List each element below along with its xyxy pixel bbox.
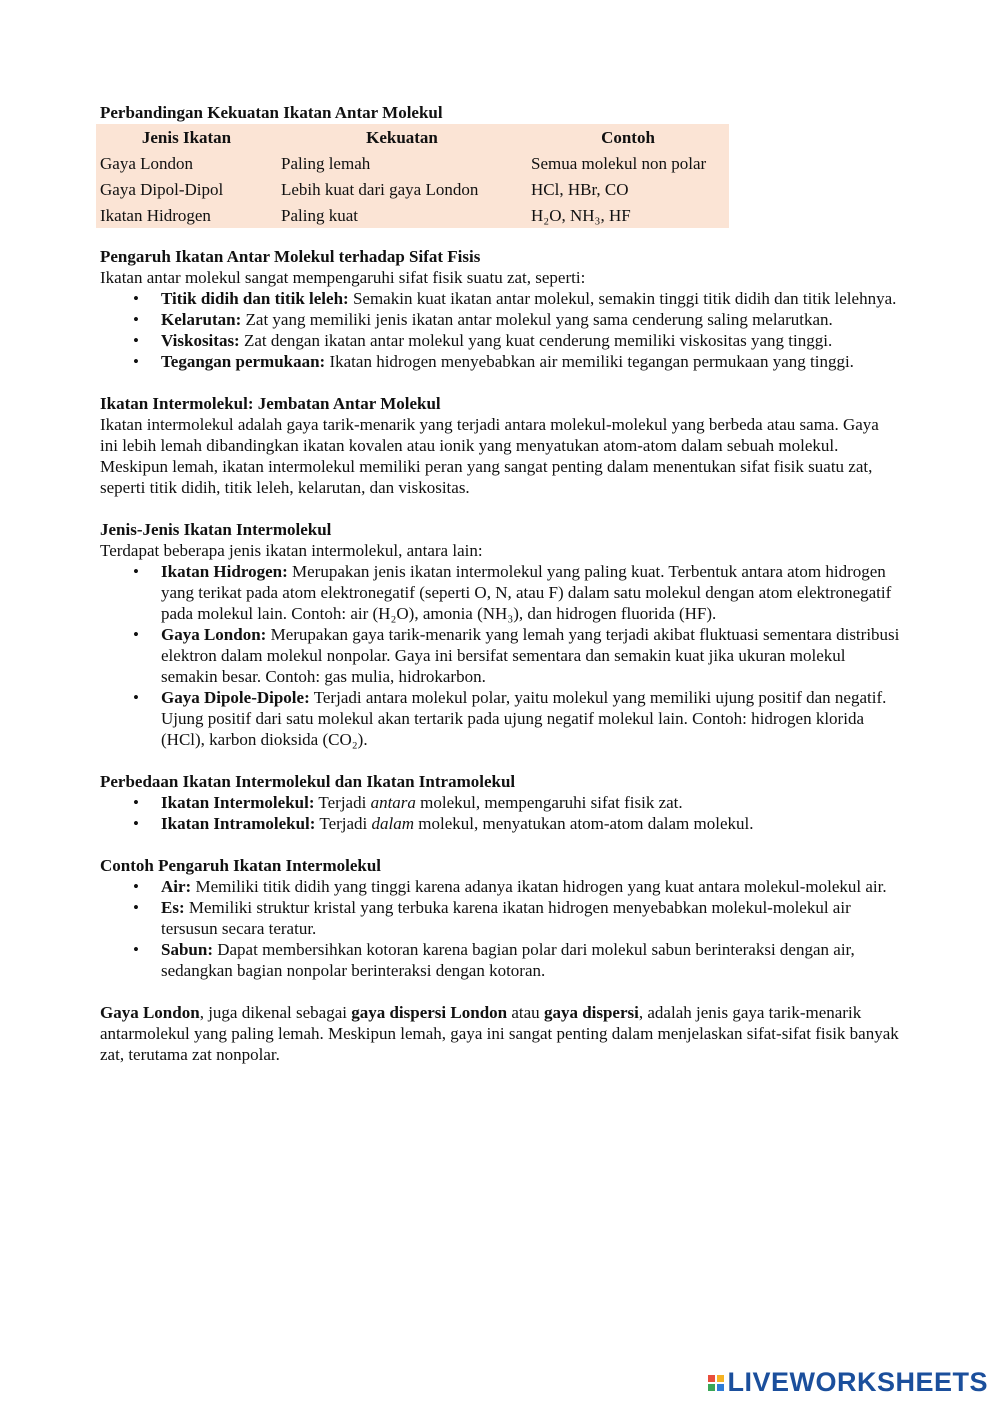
comparison-table [96, 124, 729, 228]
section-title: Contoh Pengaruh Ikatan Intermolekul [100, 856, 382, 875]
list-item: • Gaya London: Merupakan gaya tarik-menarik yang lemah yang terjadi akibat fluktuasi sementara distribusi elektron dalam molekul nonpolar. Gaya ini bersifat sementara dan semakin kuat jika ukuran molekul semakin besar. Contoh: gas mulia, hidrokarbon. [133, 625, 900, 686]
bullet-icon: • [133, 310, 139, 329]
table-cell: Gaya Dipol-Dipol [100, 179, 224, 199]
table-header-cell: Jenis Ikatan [141, 127, 232, 147]
table-cell: Ikatan Hidrogen [100, 205, 211, 225]
section-title: Perbedaan Ikatan Intermolekul dan Ikatan Intramolekul [100, 772, 516, 791]
bullet-icon: • [133, 793, 139, 812]
bullet-icon: • [133, 688, 139, 707]
table-cell: Paling kuat [281, 205, 358, 225]
table-cell: HCl, HBr, CO [531, 179, 629, 199]
logo-text: LIVEWORKSHEETS [727, 1367, 988, 1397]
table-row [96, 176, 729, 202]
logo-square [708, 1375, 715, 1382]
list-item: • Tegangan permukaan: Ikatan hidrogen menyebabkan air memiliki tegangan permukaan yang tinggi. [133, 352, 854, 371]
table-cell: Paling lemah [281, 153, 371, 173]
table-cell: Semua molekul non polar [531, 153, 707, 173]
table-row [96, 150, 729, 176]
section-intro: Ikatan antar molekul sangat mempengaruhi sifat fisik suatu zat, seperti: [100, 268, 586, 287]
bullet-icon: • [133, 877, 139, 896]
logo-square [717, 1384, 724, 1391]
bullet-icon: • [133, 940, 139, 959]
table-cell: Gaya London [100, 153, 194, 173]
bullet-icon: • [133, 898, 139, 917]
bullet-list [100, 288, 900, 372]
bullet-icon: • [133, 289, 139, 308]
list-item: • Air: Memiliki titik didih yang tinggi karena adanya ikatan hidrogen yang kuat antara molekul-molekul air. [133, 877, 887, 896]
table-cell: H₂O, NH₃, HF [531, 205, 631, 225]
logo-squares-icon [708, 1375, 724, 1391]
list-item: • Ikatan Hidrogen: Merupakan jenis ikatan intermolekul yang paling kuat. Terbentuk antara atom hidrogen yang terikat pada atom elektronegatif (seperti O, N, atau F) dalam satu molekul dengan atom elektronegatif pada molekul lain. Contoh: air (H₂O), amonia (NH₃), dan hidrogen fluorida (HF). [133, 562, 892, 623]
liveworksheets-logo[interactable] [708, 1367, 988, 1397]
list-item: • Kelarutan: Zat yang memiliki jenis ikatan antar molekul yang sama cenderung saling melarutkan. [133, 310, 833, 329]
table-header-cell: Contoh [601, 127, 655, 147]
bullet-icon: • [133, 352, 139, 371]
list-item: • Titik didih dan titik leleh: Semakin kuat ikatan antar molekul, semakin tinggi titik didih dan titik lelehnya. [133, 289, 897, 308]
logo-square [717, 1375, 724, 1382]
logo-square [708, 1384, 715, 1391]
worksheet-page [100, 102, 900, 1065]
bullet-icon: • [133, 331, 139, 350]
bullet-list [100, 792, 900, 834]
table-cell: Lebih kuat dari gaya London [281, 179, 479, 199]
bullet-icon: • [133, 814, 139, 833]
list-item: • Ikatan Intramolekul: Terjadi dalam molekul, menyatukan atom-atom dalam molekul. [133, 814, 754, 833]
list-item: • Viskositas: Zat dengan ikatan antar molekul yang kuat cenderung memiliki viskositas yang tinggi. [133, 331, 833, 350]
list-item: • Ikatan Intermolekul: Terjadi antara molekul, mempengaruhi sifat fisik zat. [133, 793, 683, 812]
table-header-row [96, 124, 729, 150]
bullet-list [100, 876, 900, 981]
section-title: Jenis-Jenis Ikatan Intermolekul [100, 520, 332, 539]
table-row [96, 202, 729, 228]
list-item: • Gaya Dipole-Dipole: Terjadi antara molekul polar, yaitu molekul yang memiliki ujung positif dan negatif. Ujung positif dari satu molekul akan tertarik pada ujung negatif molekul lain. Contoh: hidrogen klorida (HCl), karbon dioksida (CO₂). [133, 688, 887, 749]
section-title: Ikatan Intermolekul: Jembatan Antar Molekul [100, 394, 441, 413]
section-body: Ikatan intermolekul adalah gaya tarik-menarik yang terjadi antara molekul-molekul yang berbeda atau sama. Gaya ini lebih lemah dibandingkan ikatan kovalen atau ionik yang menyatukan atom-atom dalam sebuah molekul. Meskipun lemah, ikatan intermolekul memiliki peran yang sangat penting dalam menentukan sifat fisik suatu zat, seperti titik didih, titik leleh, kelarutan, dan viskositas. [100, 415, 879, 497]
closing-paragraph: Gaya London, juga dikenal sebagai gaya dispersi London atau gaya dispersi, adalah jenis gaya tarik-menarik antarmolekul yang paling lemah. Meskipun lemah, gaya ini sangat penting dalam menjelaskan sifat-sifat fisik banyak zat, terutama zat nonpolar. [100, 1003, 899, 1064]
table-header-cell: Kekuatan [366, 127, 438, 147]
section-intro: Terdapat beberapa jenis ikatan intermolekul, antara lain: [100, 541, 483, 560]
list-item: • Sabun: Dapat membersihkan kotoran karena bagian polar dari molekul sabun berinteraksi dengan air, sedangkan bagian nonpolar berinteraksi dengan kotoran. [133, 940, 855, 980]
table-title: Perbandingan Kekuatan Ikatan Antar Molekul [100, 103, 443, 122]
bullet-icon: • [133, 562, 139, 581]
bullet-list [100, 561, 900, 750]
list-item: • Es: Memiliki struktur kristal yang terbuka karena ikatan hidrogen menyebabkan molekul-molekul air tersusun secara teratur. [133, 898, 851, 938]
section-title: Pengaruh Ikatan Antar Molekul terhadap Sifat Fisis [100, 247, 481, 266]
bullet-icon: • [133, 625, 139, 644]
